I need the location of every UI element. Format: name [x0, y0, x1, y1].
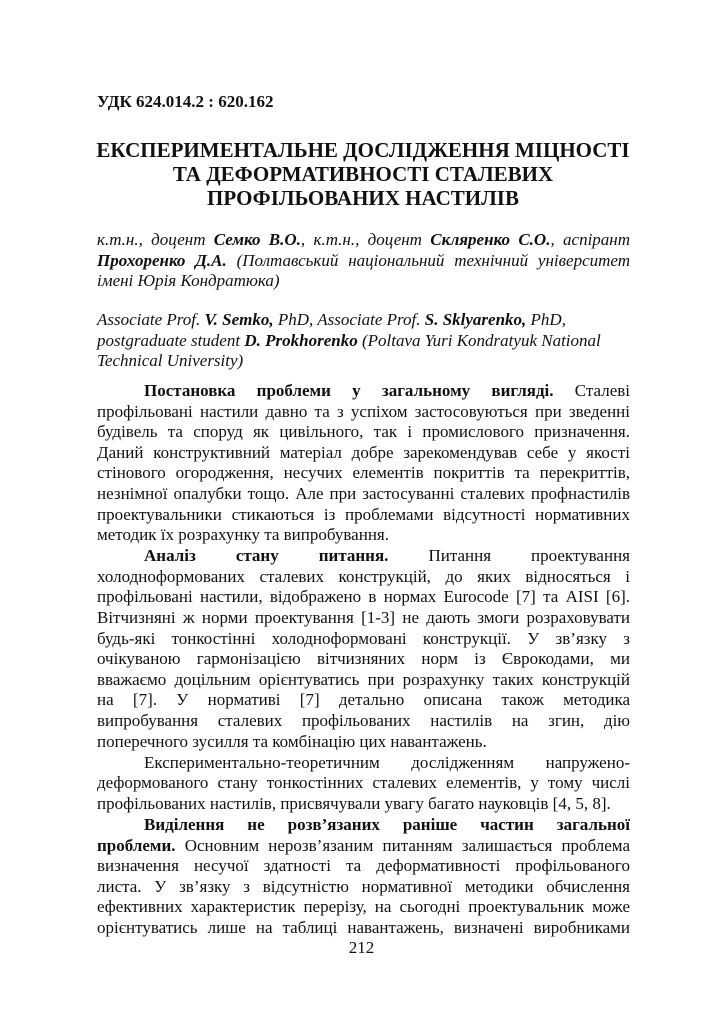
text-line — [97, 690, 630, 711]
title-line: ПРОФІЛЬОВАНИХ НАСТИЛІВ — [207, 186, 519, 210]
text-run: (Poltava Yuri Kondratyuk National — [357, 330, 601, 350]
paragraph — [97, 381, 630, 546]
bold-text: Прохоренко Д.А. — [97, 250, 227, 270]
text-line — [97, 897, 630, 918]
text-run: холоднoформованих сталевих конструкцій, до яких відносяться і — [97, 566, 630, 586]
text-run: методик їх розрахунку та випробування. — [97, 525, 389, 545]
text-line — [97, 918, 630, 939]
text-line — [97, 815, 630, 836]
text-run: поперечного зусилля та комбінацію цих навантажень. — [97, 731, 487, 751]
text-run: Експериментально-теоретичним дослідженням напружено- — [144, 752, 630, 772]
udc-code: УДК 624.014.2 : 620.162 — [97, 92, 274, 111]
text-run: будь-які тонкостінні холодноформовані конструкції. У зв’язку з — [97, 628, 630, 648]
text-line — [97, 422, 630, 443]
text-run: Associate Prof. — [97, 310, 205, 329]
bold-text: Скляренко С.О. — [430, 230, 551, 249]
text-run: (Полтавський національний технічний університет — [226, 250, 630, 270]
text-line — [97, 505, 630, 526]
authors-english — [97, 310, 630, 372]
text-run: к.т.н., доцент — [97, 230, 214, 249]
article-title — [90, 138, 636, 210]
text-line — [97, 381, 630, 402]
bold-text: Виділення не розв’язаних раніше частин загальної — [144, 814, 630, 834]
text-line — [97, 525, 630, 546]
text-line — [97, 351, 630, 372]
text-line — [97, 443, 630, 464]
text-line — [97, 629, 630, 650]
text-run: PhD, — [526, 310, 566, 329]
text-run: листа. У зв’язку з відсутністю нормативної методики обчислення — [97, 876, 630, 896]
text-line — [97, 587, 630, 608]
title-line: ЕКСПЕРИМЕНТАЛЬНЕ ДОСЛІДЖЕННЯ МІЦНОСТІ — [96, 138, 630, 162]
text-run: стінового огородження, несучих елементів покриттів та перекриттів, — [97, 463, 630, 483]
text-run: , к.т.н., доцент — [300, 230, 431, 249]
text-run: Питання проектування — [388, 546, 630, 566]
text-line — [97, 711, 630, 732]
text-run: випробування сталевих профільованих настилів на згин, дію — [97, 711, 630, 730]
text-run: Даний конструктивний матеріал добре зарекомендував себе у якості — [97, 442, 630, 462]
text-run: Основним нерозв’язаним питанням залишається проблема — [175, 835, 630, 855]
text-run: незнімної опалубки тощо. Але при застосуванні сталевих профнастилів — [97, 483, 630, 503]
text-line — [97, 310, 630, 331]
text-line — [97, 877, 630, 898]
page-number: 212 — [348, 938, 375, 957]
text-run: орієнтуватись лише на таблиці навантажень, визначені виробниками — [97, 917, 630, 937]
bold-text: Постановка проблеми у загальному вигляді. — [144, 381, 554, 400]
text-line — [97, 732, 630, 753]
bold-text: проблеми. — [97, 835, 176, 855]
text-run: профільовані настили, відображено в нормах Eurocode [7] та AISI [6]. — [97, 587, 630, 607]
text-line — [97, 794, 630, 815]
bold-text: V. Semko, — [204, 310, 274, 329]
text-run: профільовані настили давно та з успіхом застосовуються при зведенні — [97, 401, 630, 421]
text-line — [97, 856, 630, 877]
text-line — [97, 773, 630, 794]
text-run: postgraduate student — [97, 330, 245, 350]
text-line — [97, 251, 630, 272]
text-line — [97, 836, 630, 857]
text-run: Вітчизняні ж норми проектування [1-3] не дають змоги розраховувати — [97, 608, 630, 628]
text-line — [97, 753, 630, 774]
text-run: на [7]. У нормативі [7] детально описана також методика — [97, 690, 630, 710]
article-body — [97, 381, 630, 939]
text-line — [97, 649, 630, 670]
text-line — [97, 402, 630, 423]
text-run: очікуваною гармонізацією вітчизняних норм із Єврокодами, ми — [97, 649, 630, 669]
title-line: ТА ДЕФОРМАТИВНОСТІ СТАЛЕВИХ — [172, 162, 554, 186]
text-line — [97, 670, 630, 691]
bold-text: S. Sklyarenko, — [424, 310, 527, 329]
bold-text: D. Prokhorenko — [244, 330, 358, 350]
text-line — [97, 546, 630, 567]
text-run: профільованих настилів, присвячували увагу багато науковців [4, 5, 8]. — [97, 793, 611, 813]
text-run: будівель та споруд як цивільного, так і промислового призначення. — [97, 422, 630, 442]
text-run: Сталеві — [553, 381, 630, 400]
text-run: проектувальники стикаються із проблемами відсутності нормативних — [97, 504, 630, 524]
text-line — [97, 230, 630, 251]
bold-text: Семко В.О. — [213, 230, 301, 249]
text-run: , аспірант — [550, 230, 630, 249]
text-line — [97, 463, 630, 484]
text-line — [97, 484, 630, 505]
text-run: деформованого стану тонкостінних сталевих елементів, у тому числі — [97, 773, 630, 793]
text-run: визначення несучої здатності та деформативності профільованого — [97, 856, 630, 876]
authors-ukrainian — [97, 230, 630, 292]
text-run: Technical University) — [97, 351, 244, 371]
text-line — [97, 608, 630, 629]
paragraph — [97, 815, 630, 939]
text-run: PhD, Associate Prof. — [273, 310, 425, 329]
text-line — [97, 567, 630, 588]
paragraph — [97, 546, 630, 752]
text-run: імені Юрія Кондратюка) — [97, 271, 280, 291]
bold-text: Аналіз стану питання. — [144, 546, 389, 566]
text-run: ефективних характеристик перерізу, на сьогодні проектувальник може — [97, 897, 630, 917]
text-line — [97, 331, 630, 352]
paragraph — [97, 753, 630, 815]
text-run: вважаємо доцільним орієнтуватись при розрахунку таких конструкцій — [97, 669, 630, 689]
text-line — [97, 271, 630, 292]
